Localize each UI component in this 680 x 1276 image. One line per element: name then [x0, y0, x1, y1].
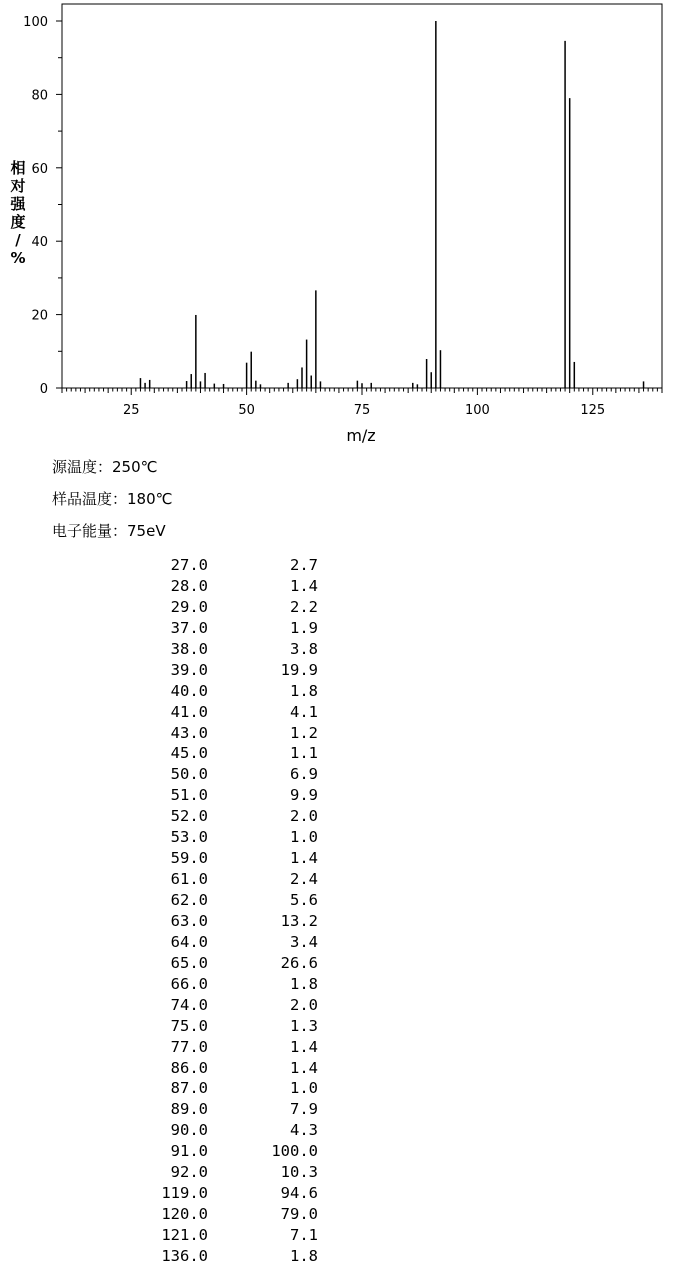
intensity-value: 3.8: [290, 639, 318, 658]
mz-value: 61.0: [170, 870, 208, 889]
electron-energy: 电子能量：75eV: [52, 522, 166, 540]
mz-value: 45.0: [170, 744, 208, 763]
mz-value: 65.0: [170, 953, 208, 972]
mz-value: 43.0: [170, 723, 208, 742]
axes-layer: [23, 15, 662, 418]
intensity-value: 1.0: [290, 1079, 318, 1098]
y-tick-label: 20: [31, 308, 48, 324]
plot-frame: [62, 4, 662, 388]
mz-value: 28.0: [170, 576, 208, 595]
mz-value: 63.0: [170, 911, 208, 930]
mz-value: 39.0: [170, 660, 208, 679]
mz-value: 27.0: [170, 556, 208, 574]
intensity-value: 6.9: [290, 765, 318, 784]
mz-value: 29.0: [170, 597, 208, 616]
intensity-value: 4.1: [290, 702, 318, 721]
mz-value: 86.0: [170, 1058, 208, 1077]
mz-value: 66.0: [170, 974, 208, 993]
intensity-value: 1.1: [290, 744, 318, 763]
intensity-value: 26.6: [280, 953, 318, 972]
mz-value: 119.0: [161, 1184, 208, 1203]
x-tick-label: 125: [580, 403, 606, 418]
intensity-value: 3.4: [290, 932, 318, 951]
y-axis-label-char: %: [10, 249, 26, 267]
y-axis-label-char: 对: [10, 177, 26, 195]
source-temperature: 源温度：250℃: [52, 458, 158, 476]
mz-value: 120.0: [161, 1205, 208, 1224]
mz-value: 41.0: [170, 702, 208, 721]
y-axis-label-char: /: [15, 231, 21, 249]
intensity-value: 2.0: [290, 995, 318, 1014]
mz-value: 53.0: [170, 828, 208, 847]
mz-value: 136.0: [161, 1246, 208, 1265]
intensity-value: 19.9: [280, 660, 318, 679]
intensity-value: 1.8: [290, 681, 318, 700]
intensity-value: 1.9: [290, 618, 318, 637]
y-tick-label: 60: [31, 161, 48, 177]
intensity-value: 2.0: [290, 807, 318, 826]
intensity-value: 1.3: [290, 1016, 318, 1035]
mz-value: 77.0: [170, 1037, 208, 1056]
intensity-value: 9.9: [290, 786, 318, 805]
bars-layer: [140, 21, 643, 388]
intensity-value: 5.6: [290, 891, 318, 909]
mz-value: 51.0: [170, 786, 208, 805]
intensity-value: 1.8: [290, 1246, 318, 1265]
intensity-value: 1.2: [290, 723, 318, 742]
intensity-value: 2.7: [290, 556, 318, 574]
y-axis-label-char: 强: [10, 195, 26, 213]
mz-value: 92.0: [170, 1163, 208, 1182]
intensity-value: 2.2: [290, 597, 318, 616]
intensity-value: 4.3: [290, 1121, 318, 1140]
y-axis-label: [9, 159, 26, 267]
x-tick-label: 100: [464, 403, 490, 418]
intensity-value: 79.0: [280, 1205, 318, 1224]
y-tick-label: 40: [31, 235, 48, 251]
mz-value: 37.0: [170, 618, 208, 637]
mz-value: 91.0: [170, 1142, 208, 1161]
x-tick-label: 50: [238, 403, 255, 418]
mz-value: 89.0: [170, 1100, 208, 1119]
x-tick-label: 25: [122, 403, 140, 418]
mz-value: 52.0: [170, 807, 208, 826]
intensity-value: 10.3: [280, 1163, 318, 1182]
y-tick-label: 0: [39, 382, 48, 397]
mz-value: 62.0: [170, 891, 208, 909]
mz-value: 50.0: [170, 765, 208, 784]
mz-value: 74.0: [170, 995, 208, 1014]
intensity-value: 1.4: [290, 849, 318, 868]
y-tick-label: 80: [31, 88, 48, 104]
intensity-value: 94.6: [280, 1184, 318, 1203]
y-axis-label-char: 相: [10, 159, 26, 177]
sample-temperature: 样品温度：180℃: [52, 490, 173, 508]
mz-value: 121.0: [161, 1226, 208, 1244]
mz-value: 87.0: [170, 1079, 208, 1098]
intensity-value: 1.8: [290, 974, 318, 993]
mz-value: 38.0: [170, 639, 208, 658]
mz-value: 90.0: [170, 1121, 208, 1140]
mass-spectrum-chart: [0, 0, 680, 450]
y-axis-label-char: 度: [10, 213, 26, 231]
y-tick-label: 100: [23, 15, 48, 30]
mz-value: 59.0: [170, 849, 208, 868]
intensity-value: 1.0: [290, 828, 318, 847]
intensity-value: 2.4: [290, 870, 318, 889]
intensity-value: 1.4: [290, 1037, 318, 1056]
intensity-value: 7.1: [290, 1226, 318, 1244]
intensity-value: 13.2: [280, 911, 318, 930]
intensity-value: 7.9: [290, 1100, 318, 1119]
x-tick-label: 75: [353, 403, 371, 418]
x-axis-label: m/z: [346, 426, 376, 445]
intensity-value: 100.0: [271, 1142, 318, 1161]
intensity-value: 1.4: [290, 1058, 318, 1077]
intensity-value: 1.4: [290, 576, 318, 595]
mz-value: 75.0: [170, 1016, 208, 1035]
mz-value: 64.0: [170, 932, 208, 951]
mz-value: 40.0: [170, 681, 208, 700]
